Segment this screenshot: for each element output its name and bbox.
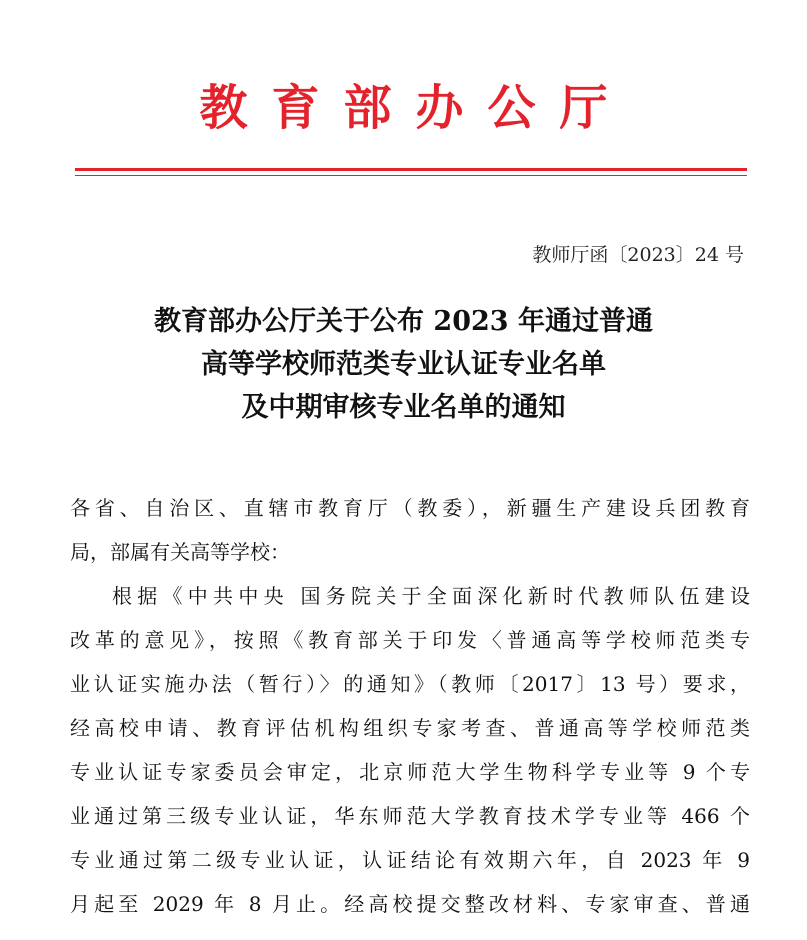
paragraph-line-3: 业认证实施办法（暂行）〉的通知》（教师〔2017〕13 号）要求， xyxy=(70,672,750,696)
document-number: 教师厅函〔2023〕24 号 xyxy=(532,244,744,266)
paragraph-line-5: 专业认证专家委员会审定，北京师范大学生物科学专业等 9 个专 xyxy=(70,760,750,784)
paragraph-line-8: 月起至 2029 年 8 月止。经高校提交整改材料、专家审查、普通 xyxy=(70,892,750,916)
header-rule-thin xyxy=(75,175,747,176)
paragraph-line-2: 改革的意见》，按照《教育部关于印发〈普通高等学校师范类专 xyxy=(70,628,750,652)
paragraph-line-4: 经高校申请、教育评估机构组织专家考查、普通高等学校师范类 xyxy=(70,716,750,740)
paragraph-line-7: 专业通过第二级专业认证，认证结论有效期六年，自 2023 年 9 xyxy=(70,848,750,872)
notice-title-line-1: 教育部办公厅关于公布 2023 年通过普通 xyxy=(154,306,653,337)
issuer-header: 教育部办公厅 xyxy=(199,80,632,136)
notice-title xyxy=(0,300,807,429)
paragraph-line-1: 根据《中共中央 国务院关于全面深化新时代教师队伍建设 xyxy=(112,584,750,608)
notice-title-line-3: 及中期审核专业名单的通知 xyxy=(241,392,566,423)
notice-title-line-2: 高等学校师范类专业认证专业名单 xyxy=(201,349,606,380)
body-text xyxy=(70,486,750,926)
paragraph-line-6: 业通过第三级专业认证，华东师范大学教育技术学专业等 466 个 xyxy=(70,804,750,828)
addressee-line-2: 局，部属有关高等学校： xyxy=(70,540,290,564)
header-rule-thick xyxy=(75,168,747,171)
addressee-line-1: 各省、自治区、直辖市教育厅（教委），新疆生产建设兵团教育 xyxy=(70,496,750,520)
